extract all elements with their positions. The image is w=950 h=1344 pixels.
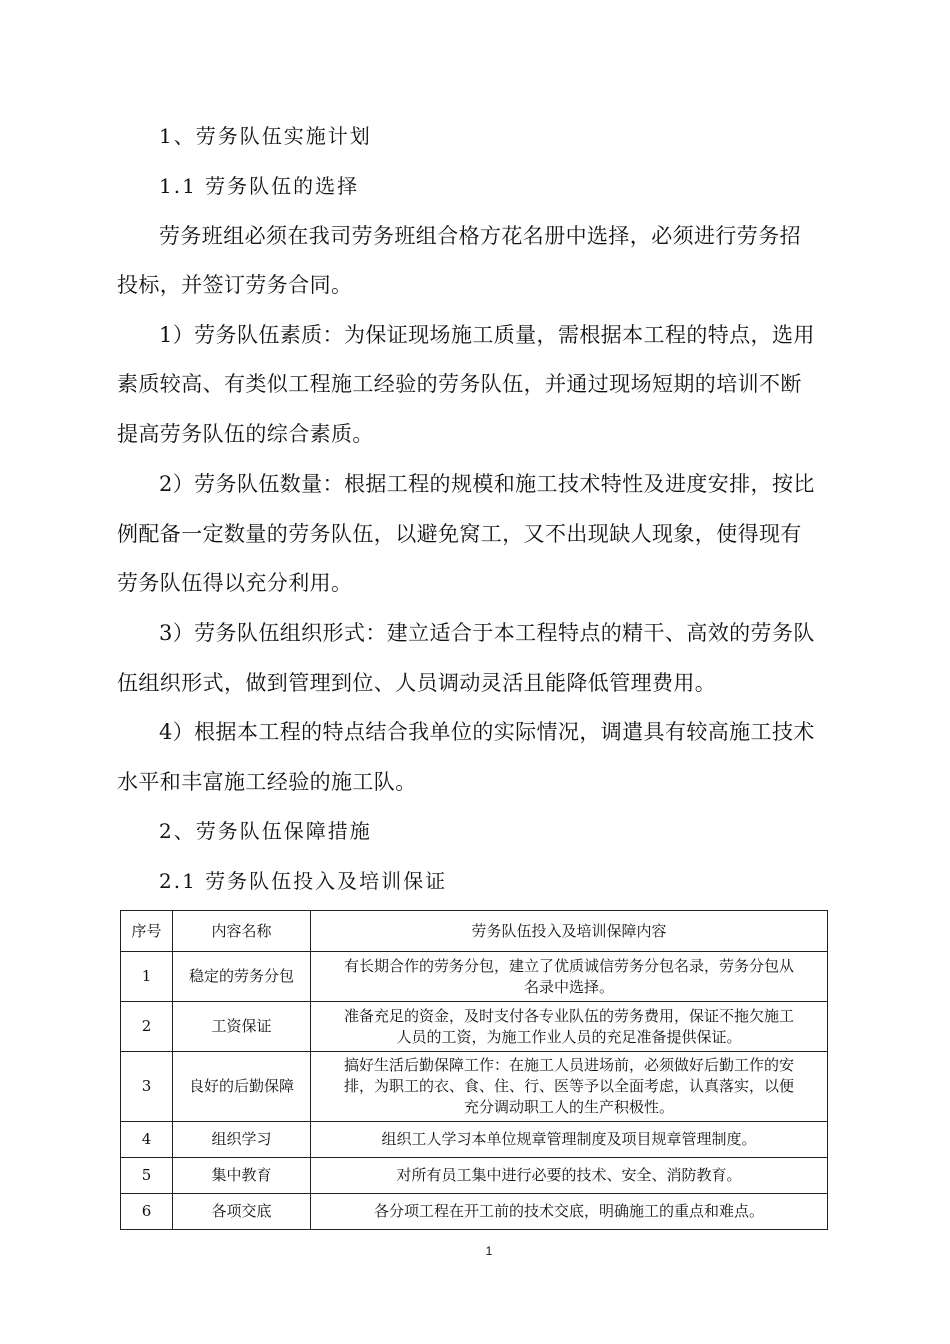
- cell-no: 1: [121, 952, 173, 1002]
- item-4-line: 水平和丰富施工经验的施工队。: [117, 770, 417, 794]
- cell-no: 3: [121, 1052, 173, 1122]
- cell-name: 良好的后勤保障: [173, 1052, 311, 1122]
- cell-name: 各项交底: [173, 1194, 311, 1230]
- cell-no: 6: [121, 1194, 173, 1230]
- item-2-line: 2）劳务队伍数量：根据工程的规模和施工技术特性及进度安排，按比: [159, 472, 815, 496]
- cell-content-line: 组织工人学习本单位规章管理制度及项目规章管理制度。: [381, 1130, 757, 1148]
- cell-content: [311, 1002, 828, 1052]
- table-row: [121, 1194, 828, 1230]
- cell-content-line: 对所有员工集中进行必要的技术、安全、消防教育。: [396, 1166, 742, 1184]
- item-1-line: 素质较高、有类似工程施工经验的劳务队伍，并通过现场短期的培训不断: [117, 372, 802, 396]
- item-1-line: 1）劳务队伍素质：为保证现场施工质量，需根据本工程的特点，选用: [159, 323, 815, 347]
- section-2-title: 2、劳务队伍保障措施: [159, 819, 372, 843]
- cell-content: [311, 1122, 828, 1158]
- section-2-1-title: 2.1 劳务队伍投入及培训保证: [159, 869, 448, 893]
- cell-name: 工资保证: [173, 1002, 311, 1052]
- cell-content-line: 准备充足的资金，及时支付各专业队伍的劳务费用，保证不拖欠施工: [343, 1006, 794, 1025]
- labor-guarantee-table: [120, 910, 828, 1230]
- table-row: [121, 1122, 828, 1158]
- header-no: 序号: [121, 911, 173, 952]
- table-header-row: [121, 911, 828, 952]
- cell-name: 稳定的劳务分包: [173, 952, 311, 1002]
- header-content: 劳务队伍投入及培训保障内容: [311, 911, 828, 952]
- page-number: 1: [485, 1244, 493, 1258]
- table-row: [121, 1158, 828, 1194]
- cell-content: [311, 1052, 828, 1122]
- cell-content: [311, 952, 828, 1002]
- section-1-title: 1、劳务队伍实施计划: [159, 124, 372, 148]
- item-2-line: 劳务队伍得以充分利用。: [117, 571, 353, 595]
- cell-no: 5: [121, 1158, 173, 1194]
- item-3-line: 3）劳务队伍组织形式：建立适合于本工程特点的精干、高效的劳务队: [159, 621, 815, 645]
- cell-content-line: 各分项工程在开工前的技术交底，明确施工的重点和难点。: [373, 1202, 764, 1220]
- item-3-line: 伍组织形式，做到管理到位、人员调动灵活且能降低管理费用。: [117, 671, 717, 695]
- cell-name: 集中教育: [173, 1158, 311, 1194]
- item-1-line: 提高劳务队伍的综合素质。: [117, 422, 374, 446]
- cell-content: [311, 1194, 828, 1230]
- paragraph-line: 劳务班组必须在我司劳务班组合格方花名册中选择，必须进行劳务招: [159, 224, 801, 248]
- table-row: [121, 952, 828, 1002]
- section-1-1-title: 1.1 劳务队伍的选择: [159, 174, 360, 198]
- cell-no: 2: [121, 1002, 173, 1052]
- header-name: 内容名称: [173, 911, 311, 952]
- cell-content-line: 有长期合作的劳务分包，建立了优质诚信劳务分包名录，劳务分包从: [343, 956, 794, 975]
- table-row: [121, 1002, 828, 1052]
- cell-name: 组织学习: [173, 1122, 311, 1158]
- item-2-line: 例配备一定数量的劳务队伍，以避免窝工，又不出现缺人现象，使得现有: [117, 522, 802, 546]
- cell-content: [311, 1158, 828, 1194]
- item-4-line: 4）根据本工程的特点结合我单位的实际情况，调遣具有较高施工技术: [159, 720, 815, 744]
- cell-no: 4: [121, 1122, 173, 1158]
- cell-content-line: 人员的工资，为施工作业人员的充足准备提供保证。: [396, 1027, 742, 1046]
- cell-content-line: 充分调动职工人的生产积极性。: [463, 1098, 674, 1116]
- paragraph-line: 投标，并签订劳务合同。: [117, 273, 353, 297]
- cell-content-line: 名录中选择。: [523, 977, 614, 996]
- table-row: [121, 1052, 828, 1122]
- cell-content-line: 搞好生活后勤保障工作：在施工人员进场前，必须做好后勤工作的安: [343, 1056, 794, 1074]
- cell-content-line: 排，为职工的衣、食、住、行、医等予以全面考虑，认真落实，以便: [343, 1077, 794, 1095]
